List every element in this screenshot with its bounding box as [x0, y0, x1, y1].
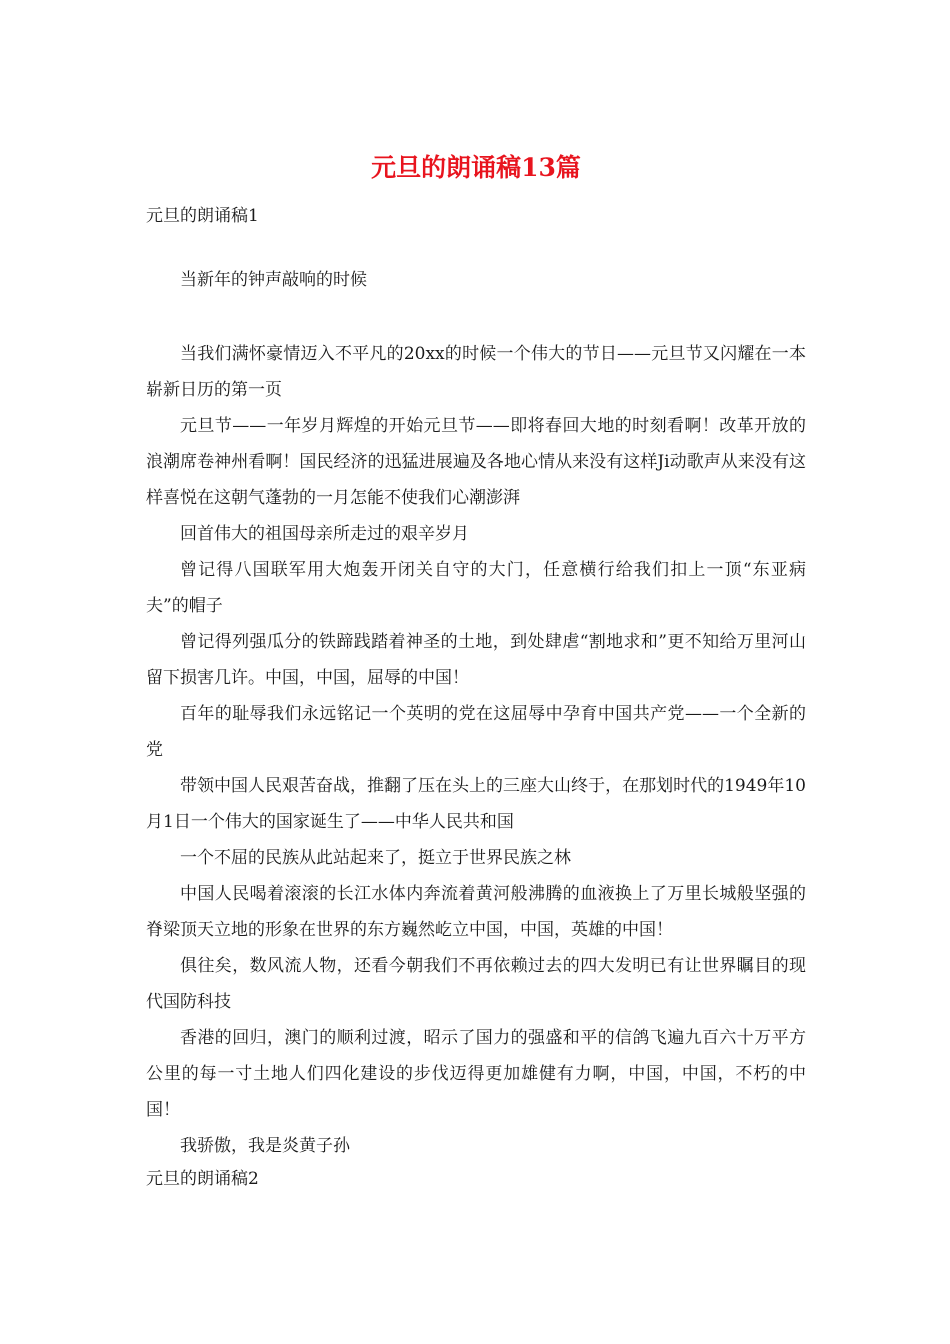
paragraph: 带领中国人民艰苦奋战，推翻了压在头上的三座大山终于，在那划时代的1949年10月1日一个伟大的国家诞生了——中华人民共和国 [146, 776, 806, 832]
section-heading-1: 元旦的朗诵稿1 [146, 206, 259, 226]
paragraph: 百年的耻辱我们永远铭记一个英明的党在这屈辱中孕育中国共产党——一个全新的党 [146, 704, 806, 760]
paragraph: 曾记得列强瓜分的铁蹄践踏着神圣的土地，到处肆虐“割地求和”更不知给万里河山留下损害几许。中国，中国，屈辱的中国！ [146, 632, 806, 688]
paragraph: 当我们满怀豪情迈入不平凡的20xx的时候一个伟大的节日——元旦节又闪耀在一本崭新日历的第一页 [146, 344, 806, 400]
paragraph: 俱往矣，数风流人物，还看今朝我们不再依赖过去的四大发明已有让世界瞩目的现代国防科技 [146, 956, 806, 1012]
paragraph: 我骄傲，我是炎黄子孙 [180, 1136, 350, 1156]
paragraph: 曾记得八国联军用大炮轰开闭关自守的大门，任意横行给我们扣上一顶“东亚病夫”的帽子 [146, 560, 806, 616]
paragraph: 中国人民喝着滚滚的长江水体内奔流着黄河般沸腾的血液换上了万里长城般坚强的脊梁顶天立地的形象在世界的东方巍然屹立中国，中国，英雄的中国！ [146, 884, 806, 940]
paragraph: 元旦节——一年岁月辉煌的开始元旦节——即将春回大地的时刻看啊！改革开放的浪潮席卷神州看啊！国民经济的迅猛进展遍及各地心情从来没有这样Ji动歌声从来没有这样喜悦在这朝气蓬勃的一月怎能不使我们心潮澎湃 [146, 416, 806, 508]
paragraph: 香港的回归，澳门的顺利过渡，昭示了国力的强盛和平的信鸽飞遍九百六十万平方公里的每一寸土地人们四化建设的步伐迈得更加雄健有力啊，中国，中国，不朽的中国！ [146, 1028, 806, 1120]
document-page [146, 150, 806, 1191]
document-title: 元旦的朗诵稿13篇 [371, 153, 581, 182]
paragraph: 回首伟大的祖国母亲所走过的艰辛岁月 [180, 524, 469, 544]
section-heading-2: 元旦的朗诵稿2 [146, 1169, 259, 1189]
paragraph: 一个不屈的民族从此站起来了，挺立于世界民族之林 [180, 848, 571, 868]
paragraph: 当新年的钟声敲响的时候 [180, 270, 367, 290]
